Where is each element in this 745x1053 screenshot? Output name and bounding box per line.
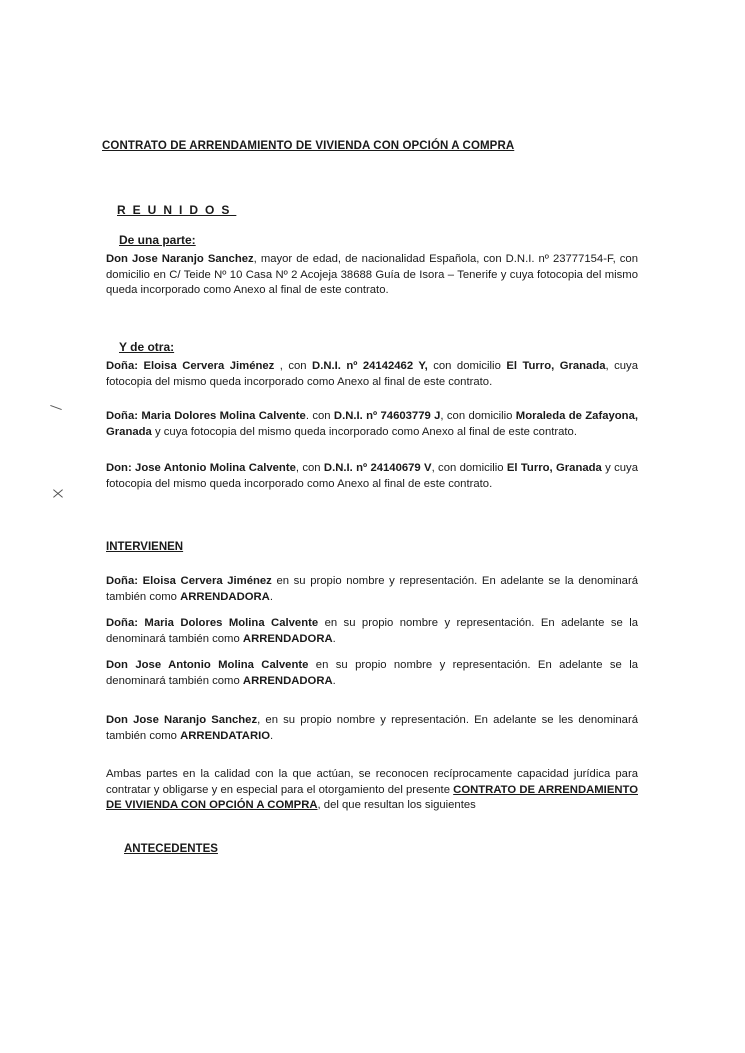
intervening-text: . bbox=[332, 632, 336, 645]
intervening-role: ARRENDATARIO bbox=[180, 729, 271, 742]
party-name: Don: Jose Antonio Molina Calvente bbox=[106, 462, 296, 474]
party-dni: D.N.I. nº 24142462 Y, bbox=[312, 360, 428, 372]
intervening-party-paragraph bbox=[106, 713, 638, 744]
antecedentes-heading: ANTECEDENTES bbox=[124, 843, 218, 855]
intervening-text: . bbox=[270, 729, 274, 742]
intervening-text: , en su propio nombre y representación. En adelante se les denominará también como bbox=[106, 714, 638, 742]
intervening-role: ARRENDADORA bbox=[242, 674, 333, 687]
capacity-text: Ambas partes en la calidad con la que actúan, se reconocen recíprocamente capacidad jurídica para contratar y obligarse y en especial para el otorgamiento del presente bbox=[106, 768, 638, 796]
party-text: y cuya fotocopia del mismo queda incorporado como Anexo al final de este contrato. bbox=[106, 462, 638, 490]
party-paragraph bbox=[106, 359, 638, 390]
intervening-text: en su propio nombre y representación. En adelante se la denominará también como bbox=[106, 659, 638, 687]
party-name: Doña: Eloisa Cervera Jiménez bbox=[106, 360, 275, 372]
de-una-parte-heading: De una parte: bbox=[119, 233, 196, 247]
party-address: El Turro, Granada bbox=[506, 360, 606, 372]
party-text: y cuya fotocopia del mismo queda incorporado como Anexo al final de este contrato. bbox=[151, 425, 577, 438]
intervening-text: . bbox=[332, 674, 336, 687]
party-text: , cuya fotocopia del mismo queda incorporado como Anexo al final de este contrato. bbox=[106, 360, 638, 388]
intervening-text: . bbox=[269, 590, 273, 603]
intervening-party-name: Don Jose Naranjo Sanchez bbox=[106, 714, 258, 726]
intervening-party-name: Doña: Maria Dolores Molina Calvente bbox=[106, 617, 319, 629]
capacity-paragraph bbox=[106, 767, 638, 814]
party-paragraph bbox=[106, 409, 638, 440]
intervening-party-paragraph bbox=[106, 616, 638, 647]
party-text: . con bbox=[305, 410, 334, 422]
first-party-name: Don Jose Naranjo Sanchez bbox=[106, 253, 254, 265]
intervening-role: ARRENDADORA bbox=[180, 590, 270, 603]
party-address: El Turro, Granada bbox=[506, 462, 602, 474]
party-text: con domicilio bbox=[427, 360, 507, 372]
margin-mark bbox=[50, 405, 62, 410]
contract-title-reference: CONTRATO DE ARRENDAMIENTO DE VIVIENDA CON OPCIÓN A COMPRA bbox=[106, 783, 638, 812]
intervening-text: en su propio nombre y representación. En adelante se la denominará también como bbox=[106, 617, 638, 645]
intervening-role: ARRENDADORA bbox=[242, 632, 333, 645]
party-name: Doña: Maria Dolores Molina Calvente bbox=[106, 410, 306, 422]
party-paragraph bbox=[106, 461, 638, 492]
party-text: , con bbox=[295, 462, 324, 474]
document-title: CONTRATO DE ARRENDAMIENTO DE VIVIENDA CON OPCIÓN A COMPRA bbox=[102, 140, 515, 152]
party-text: , con bbox=[274, 360, 313, 372]
intervienen-heading: INTERVIENEN bbox=[106, 541, 184, 553]
party-text: , con domicilio bbox=[440, 410, 516, 422]
party-text: , con domicilio bbox=[431, 462, 507, 474]
party-address: Moraleda de Zafayona, Granada bbox=[106, 410, 638, 438]
intervening-party-paragraph bbox=[106, 658, 638, 689]
intervening-party-paragraph bbox=[106, 574, 638, 605]
party-dni: D.N.I. nº 74603779 J bbox=[333, 410, 441, 422]
intervening-party-name: Doña: Eloisa Cervera Jiménez bbox=[106, 575, 272, 587]
reunidos-heading: REUNIDOS bbox=[117, 203, 237, 217]
y-de-otra-heading: Y de otra: bbox=[119, 340, 175, 354]
party-dni: D.N.I. nº 24140679 V bbox=[323, 462, 432, 474]
first-party-text: , mayor de edad, de nacionalidad Española, con D.N.I. nº 23777154-F, con domicilio en C/ Teide Nº 10 Casa Nº 2 Acojeja 38688 Guía de Isora – Tenerife y cuya fotocopia del mismo queda incorporado como Anexo al final de este contrato. bbox=[106, 253, 638, 297]
intervening-party-name: Don Jose Antonio Molina Calvente bbox=[106, 659, 309, 671]
intervening-text: en su propio nombre y representación. En adelante se la denominará también como bbox=[106, 575, 638, 603]
first-party-paragraph bbox=[106, 252, 638, 299]
capacity-text-end: , del que resultan los siguientes bbox=[317, 799, 476, 812]
